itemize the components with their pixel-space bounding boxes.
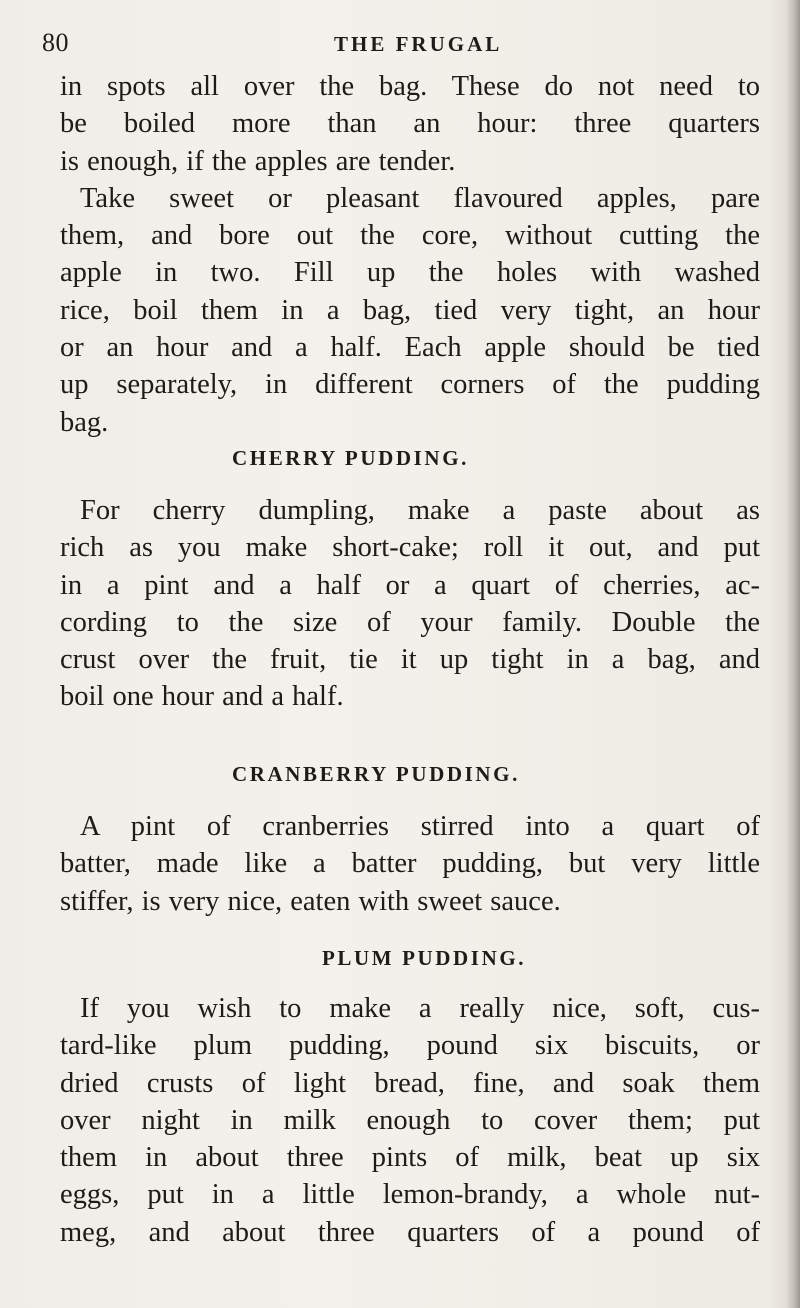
page-header [42,28,742,68]
text-line: A pint of cranberries stirred into a quart of [80,811,760,842]
text-line: boil one hour and a half. [60,681,344,713]
cherry-pudding-text [60,492,760,716]
text-line: up separately, in different corners of the pudding [60,369,760,401]
text-line: apple in two. Fill up the holes with washed [60,257,760,289]
text-line: be boiled more than an hour: three quarters [60,108,760,140]
text-line: bag. [60,406,109,438]
text-line: tard-like plum pudding, pound six biscuits, or [60,1030,760,1062]
page-number: 80 [42,28,69,57]
plum-pudding-heading: PLUM PUDDING. [322,946,527,970]
cherry-pudding-heading: CHERRY PUDDING. [232,446,469,470]
text-line: batter, made like a batter pudding, but very little [60,848,760,880]
page-edge-shadow [786,0,800,1308]
text-line: rice, boil them in a bag, tied very tight, an hour [60,294,760,326]
text-line: cording to the size of your family. Double the [60,606,760,638]
text-line: If you wish to make a really nice, soft, cus- [80,993,760,1024]
text-line: stiffer, is very nice, eaten with sweet sauce. [60,885,561,917]
cranberry-pudding-heading: CRANBERRY PUDDING. [232,762,520,786]
text-line: crust over the fruit, tie it up tight in a bag, and [60,644,760,676]
text-line: in a pint and a half or a quart of cherries, ac- [60,569,760,601]
text-line: them, and bore out the core, without cutting the [60,220,760,252]
text-line: dried crusts of light bread, fine, and soak them [60,1067,760,1099]
text-line: them in about three pints of milk, beat up six [60,1142,760,1174]
text-line: For cherry dumpling, make a paste about as [80,495,760,526]
text-line: eggs, put in a little lemon-brandy, a whole nut- [60,1179,760,1211]
text-line: or an hour and a half. Each apple should be tied [60,332,760,364]
text-line: over night in milk enough to cover them; put [60,1104,760,1136]
plum-pudding-text [60,990,760,1251]
text-line: is enough, if the apples are tender. [60,145,456,177]
apple-pudding-text [60,68,760,441]
cranberry-pudding-text [60,808,760,920]
text-line: in spots all over the bag. These do not need to [60,71,760,102]
text-line: meg, and about three quarters of a pound of [60,1216,760,1248]
text-line: rich as you make short-cake; roll it out, and put [60,532,760,564]
running-head: THE FRUGAL [334,32,503,56]
text-line: Take sweet or pleasant flavoured apples, pare [80,182,760,214]
